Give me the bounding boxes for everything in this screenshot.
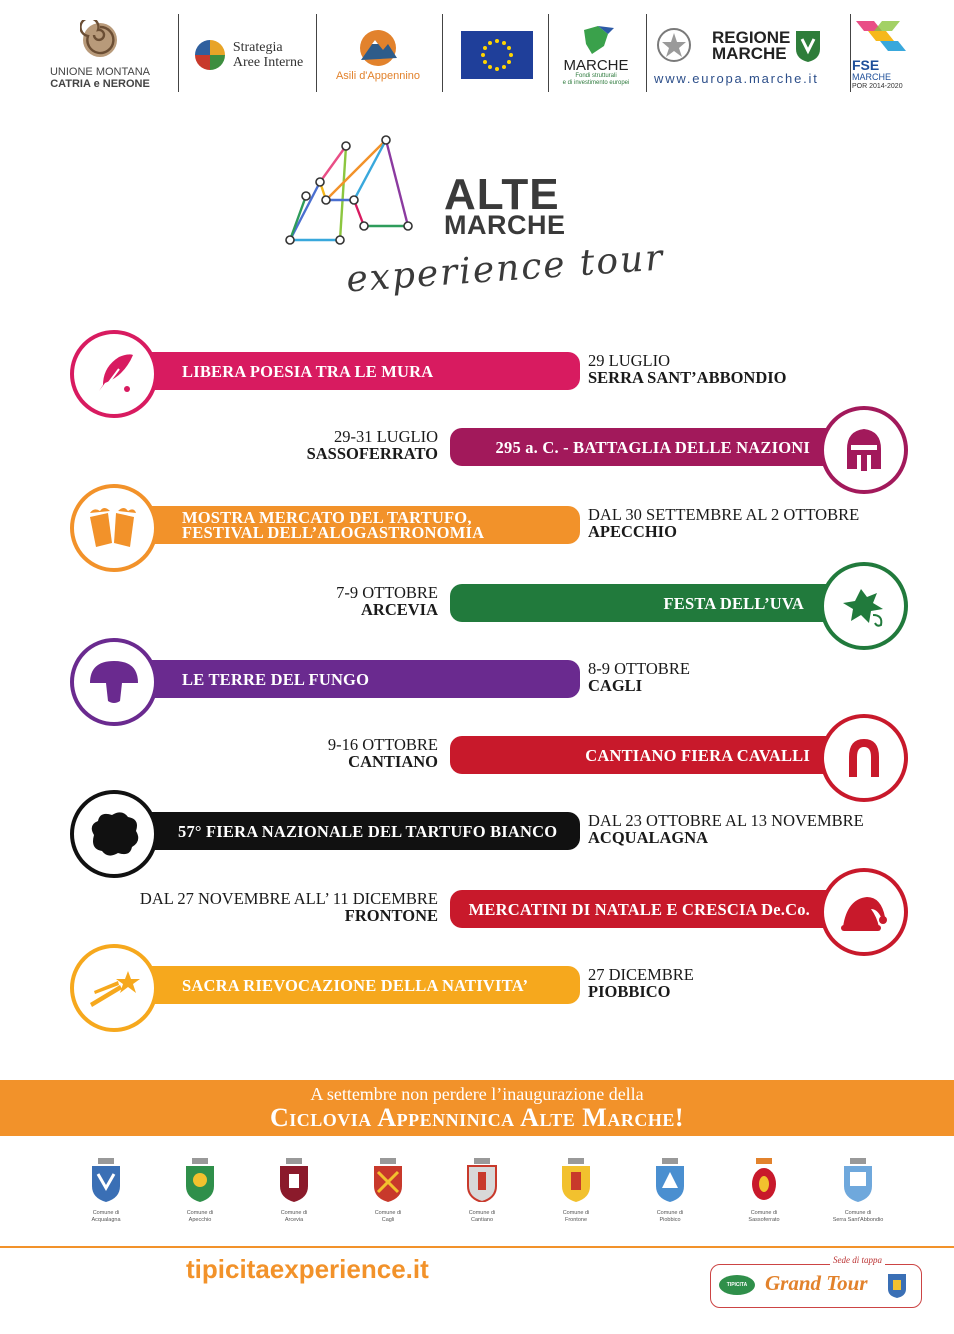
event-place: ARCEVIA (360, 600, 438, 619)
event-place: ACQUALAGNA (588, 828, 709, 847)
event-title-bar (110, 812, 580, 850)
event-icon-circle (820, 406, 908, 494)
sede-label: Sede di tappa (830, 1255, 885, 1265)
asili-text: Asili d'Appennino (335, 70, 421, 82)
mountain-logo-icon (355, 28, 401, 68)
fse-line3: POR 2014-2020 (852, 83, 903, 90)
event-date: 29-31 LUGLIO (333, 427, 438, 446)
marche-sub2: e di investimento europei (562, 79, 630, 86)
truffle-icon (86, 809, 142, 859)
event-title: LIBERA POESIA TRA LE MURA (182, 361, 434, 381)
event-place: SERRA SANT’ABBONDIO (588, 368, 787, 387)
banner-line1: A settembre non perdere l’inaugurazione della (310, 1084, 644, 1104)
tappa-crest-icon (887, 1273, 907, 1299)
event-place: FRONTONE (344, 906, 438, 925)
event-icon-circle (820, 714, 908, 802)
unione-montana-logo (30, 12, 170, 98)
event-title: CANTIANO FIERA CAVALLI (585, 745, 810, 765)
event-title: 57° FIERA NAZIONALE DEL TARTUFO BIANCO (178, 821, 558, 841)
event-date: 27 DICEMBRE (588, 965, 694, 984)
marche-fondi-logo (552, 12, 640, 98)
event-date: 9-16 OTTOBRE (327, 735, 438, 754)
event-icon-circle (820, 562, 908, 650)
brand-subtitle: experience tour (344, 237, 666, 301)
event-title: LE TERRE DEL FUNGO (182, 669, 370, 689)
marche-region-icon (576, 24, 616, 58)
event-place: PIOBBICO (588, 982, 671, 1001)
event-title-bar (110, 506, 580, 544)
beer-mugs-icon (86, 503, 142, 553)
strategia-line2: Aree Interne (232, 55, 304, 70)
fse-line1: FSE (852, 57, 880, 73)
regione-marche-logo (654, 12, 844, 98)
event-title: FESTA DELL’UVA (663, 593, 804, 613)
event-title-bar (450, 428, 860, 466)
eu-stars-icon (461, 31, 533, 79)
event-date: DAL 30 SETTEMBRE AL 2 OTTOBRE (588, 505, 860, 524)
municipality-crest: Comune di Acqualagna (66, 1158, 146, 1224)
event-info (588, 966, 694, 1000)
event-info (588, 352, 787, 386)
marche-logo-text: MARCHE (563, 56, 629, 74)
event-info (588, 660, 690, 694)
ammonite-icon (80, 20, 120, 60)
event-info (336, 584, 438, 618)
event-icon-circle (70, 330, 158, 418)
brand-title-line1: ALTE (444, 170, 560, 219)
event-date: DAL 27 NOVEMBRE ALL’ 11 DICEMBRE (139, 889, 438, 908)
europa-url[interactable]: www.europa.marche.it (654, 70, 819, 86)
coat-of-arms-icon (278, 1158, 310, 1202)
horseshoe-icon (839, 733, 889, 783)
municipality-crest: Comune di Cantiano (442, 1158, 522, 1224)
event-info (588, 812, 864, 846)
coat-of-arms-icon (560, 1158, 592, 1202)
event-title-bar (110, 352, 580, 390)
unione-line1: UNIONE MONTANA (49, 66, 151, 78)
event-icon-circle (70, 790, 158, 878)
mountain-network-icon (282, 134, 418, 250)
event-info (588, 506, 859, 540)
eu-flag (458, 12, 536, 98)
municipality-crest: Comune di Serra Sant'Abbondio (818, 1158, 898, 1224)
event-icon-circle (70, 484, 158, 572)
event-date: 29 LUGLIO (588, 351, 671, 370)
event-date: 7-9 OTTOBRE (336, 583, 438, 602)
municipality-crest: Comune di Apecchio (160, 1158, 240, 1224)
pinwheel-icon (193, 38, 227, 72)
coat-of-arms-icon (372, 1158, 404, 1202)
event-row[interactable] (0, 944, 954, 1034)
coat-of-arms-icon (654, 1158, 686, 1202)
banner-line2: Ciclovia Appenninica Alte Marche! (269, 1103, 685, 1132)
event-icon-circle (70, 944, 158, 1032)
regione-line2: MARCHE (712, 43, 787, 63)
grand-tour-text: Grand Tour (765, 1271, 868, 1295)
comet-star-icon (86, 963, 142, 1013)
grand-tour-badge (710, 1255, 922, 1308)
regione-line1: REGIONE (712, 27, 791, 47)
event-icon-circle (820, 868, 908, 956)
event-title-bar (110, 660, 580, 698)
event-place: APECCHIO (588, 522, 677, 541)
marche-sub1: Fondi strutturali (575, 72, 617, 79)
event-info (307, 428, 438, 462)
italy-emblem-icon (654, 25, 694, 67)
coat-of-arms-icon (842, 1158, 874, 1202)
regione-shield-icon (794, 29, 822, 63)
municipality-crest: Comune di Piobbico (630, 1158, 710, 1224)
website-link[interactable]: tipicitaexperience.it (186, 1254, 429, 1284)
coat-of-arms-icon (466, 1158, 498, 1202)
spartan-helmet-icon (839, 425, 889, 475)
quill-icon (89, 349, 139, 399)
asili-logo (322, 12, 434, 98)
tipicita-logo: TIPICITA (719, 1275, 755, 1295)
event-place: CAGLI (588, 676, 643, 695)
ciclovia-banner (0, 1080, 954, 1136)
coat-of-arms-icon (184, 1158, 216, 1202)
event-title-bar (450, 584, 860, 622)
strategia-line1: Strategia (232, 40, 283, 55)
brand-title-line2: MARCHE (444, 210, 566, 240)
alte-marche-brand (282, 134, 418, 255)
footer-divider (0, 1246, 954, 1248)
event-title-bar (450, 890, 860, 928)
event-info (328, 736, 438, 770)
event-icon-circle (70, 638, 158, 726)
unione-line2: CATRIA e NERONE (50, 78, 150, 90)
fse-arrows-icon (852, 19, 908, 59)
coat-of-arms-icon (90, 1158, 122, 1202)
event-title: 295 a. C. - BATTAGLIA DELLE NAZIONI (495, 437, 810, 457)
brand-title (444, 170, 566, 240)
event-title-bar (110, 966, 580, 1004)
municipality-crest: Comune di Sassoferrato (724, 1158, 804, 1224)
mushroom-icon (88, 657, 140, 707)
event-title-bar (450, 736, 860, 774)
event-title: SACRA RIEVOCAZIONE DELLA NATIVITA’ (182, 975, 529, 995)
municipality-crest: Comune di Frontone (536, 1158, 616, 1224)
event-title: MERCATINI DI NATALE E CRESCIA De.Co. (468, 899, 810, 919)
municipality-crest: Comune di Cagli (348, 1158, 428, 1224)
event-place: CANTIANO (348, 752, 438, 771)
fse-line2: MARCHE (852, 72, 892, 82)
event-row[interactable] (0, 790, 954, 880)
grape-leaf-icon (839, 581, 889, 631)
coat-of-arms-icon (748, 1158, 780, 1202)
fse-logo (852, 12, 918, 98)
event-title: MOSTRA MERCATO DEL TARTUFO, FESTIVAL DELL’ALOGASTRONOMIA (182, 508, 485, 542)
event-row[interactable] (0, 484, 954, 574)
event-date: DAL 23 OTTOBRE AL 13 NOVEMBRE (588, 811, 864, 830)
strategia-logo (186, 12, 310, 98)
santa-hat-icon (837, 887, 891, 937)
event-date: 8-9 OTTOBRE (588, 659, 690, 678)
event-row[interactable] (0, 406, 954, 496)
event-info (140, 890, 438, 924)
event-place: SASSOFERRATO (306, 444, 438, 463)
municipality-crest: Comune di Arcevia (254, 1158, 334, 1224)
